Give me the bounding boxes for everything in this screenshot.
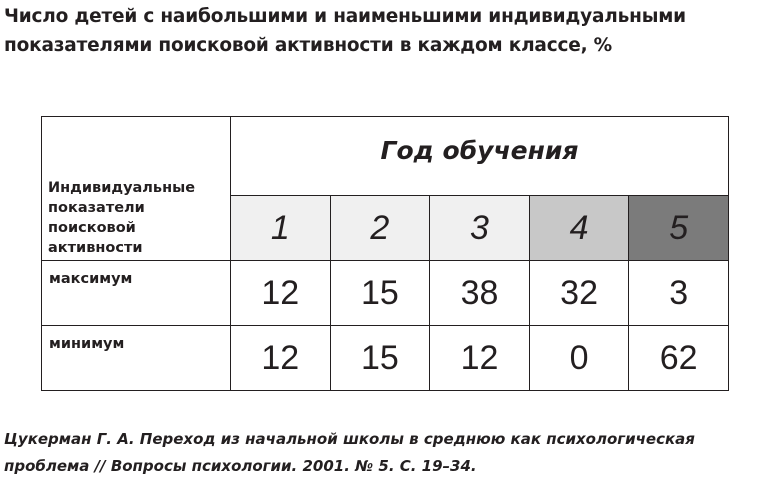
table-cell: 3 <box>629 261 729 326</box>
table-cell: 12 <box>430 326 530 391</box>
table-cell: 15 <box>330 326 430 391</box>
page-title: Число детей с наибольшими и наименьшими индивидуальными показателями поисковой активности в каждом классе, % <box>4 6 686 56</box>
grade-header-4: 4 <box>529 196 629 261</box>
grade-header-3: 3 <box>430 196 530 261</box>
grade-header-5: 5 <box>629 196 729 261</box>
grade-header-1: 1 <box>231 196 331 261</box>
source-citation: Цукерман Г. А. Переход из начальной школы в среднюю как психологическая проблема // Вопросы психологии. 2001. № 5. С. 19–34. <box>4 430 695 475</box>
table-cell: 12 <box>231 261 331 326</box>
table-cell: 62 <box>629 326 729 391</box>
table-row <box>42 261 729 326</box>
table-header-row <box>42 117 729 196</box>
column-group-label: Год обучения <box>231 117 729 196</box>
row-label-minimum: минимум <box>42 326 231 391</box>
data-table <box>41 116 729 391</box>
table-cell: 12 <box>231 326 331 391</box>
table-cell: 15 <box>330 261 430 326</box>
table-cell: 38 <box>430 261 530 326</box>
table-cell: 0 <box>529 326 629 391</box>
grade-header-2: 2 <box>330 196 430 261</box>
row-label-maximum: максимум <box>42 261 231 326</box>
table-row <box>42 326 729 391</box>
row-header-label: Индивидуальные показатели поисковой активности <box>42 117 231 261</box>
table-cell: 32 <box>529 261 629 326</box>
